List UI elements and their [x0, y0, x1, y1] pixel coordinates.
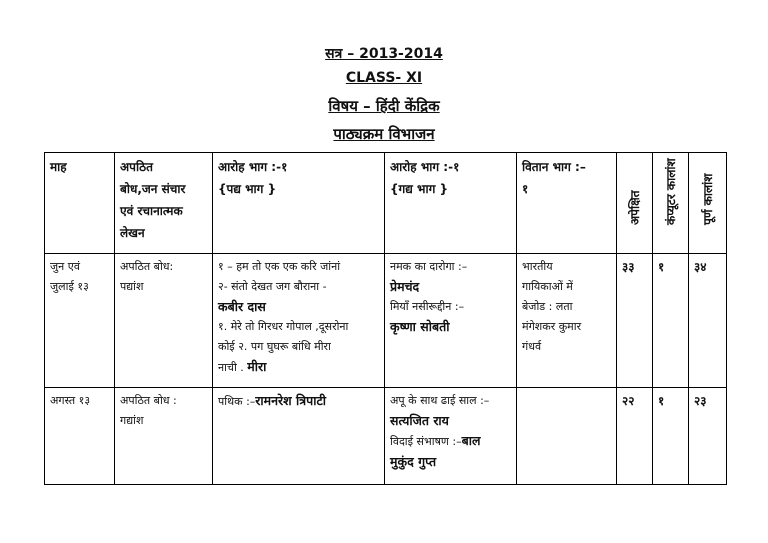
subject-title: विषय – हिंदी केंद्रिक [328, 97, 440, 115]
col-aroh-gadya: आरोह भाग :-१ {गद्य भाग } [385, 153, 517, 254]
col-unseen: अपठित बोध,जन संचार एवं रचानात्मक लेखन [115, 153, 213, 254]
col-vitan: वितान भाग :– १ [517, 153, 617, 254]
cell-unseen: अपठित बोध : गद्यांश [115, 388, 213, 485]
cell-month: जुन एवं जुलाई १३ [45, 254, 115, 388]
cell-padya: १ – हम तो एक एक करि जांनां २- संतो देखत जग बौराना - कबीर दास १. मेरे तो गिरधर गोपाल ,दूसरोना कोई २. पग घुघरू बांधि मीरा नाची . मीरा [213, 254, 385, 388]
col-month: माह [45, 153, 115, 254]
class-title: CLASS- XI [345, 70, 423, 86]
cell-total: ३४ [689, 254, 727, 388]
cell-gadya: अपू के साथ ढाई साल :– सत्यजित राय विदाई संभाषण :–बाल मुकुंद गुप्त [385, 388, 517, 485]
col-expected: अपेक्षित [617, 153, 653, 254]
table-header-row [45, 153, 727, 254]
table-row [45, 254, 727, 388]
cell-unseen: अपठित बोध: पद्यांश [115, 254, 213, 388]
cell-total: २३ [689, 388, 727, 485]
cell-computer: १ [653, 254, 689, 388]
col-aroh-padya: आरोह भाग :-१ {पद्य भाग } [213, 153, 385, 254]
cell-padya: पथिक :–रामनरेश त्रिपाटी [213, 388, 385, 485]
cell-expected: २२ [617, 388, 653, 485]
col-total-periods: पूर्ण कालांश [689, 153, 727, 254]
cell-vitan [517, 388, 617, 485]
session-title: सत्र – 2013-2014 [325, 46, 443, 62]
cell-expected: ३३ [617, 254, 653, 388]
cell-computer: १ [653, 388, 689, 485]
division-title: पाठ्यक्रम विभाजन [333, 125, 435, 143]
cell-vitan: भारतीय गायिकाओं में बेजोड : लता मंगेशकर कुमार गंधर्व [517, 254, 617, 388]
col-computer-periods: कंप्यूटर कालांश [653, 153, 689, 254]
syllabus-table [44, 152, 727, 485]
cell-month: अगस्त १३ [45, 388, 115, 485]
cell-gadya: नमक का दारोगा :– प्रेमचंद मियाँ नसीरूद्दीन :– कृष्णा सोबती [385, 254, 517, 388]
table-row [45, 388, 727, 485]
